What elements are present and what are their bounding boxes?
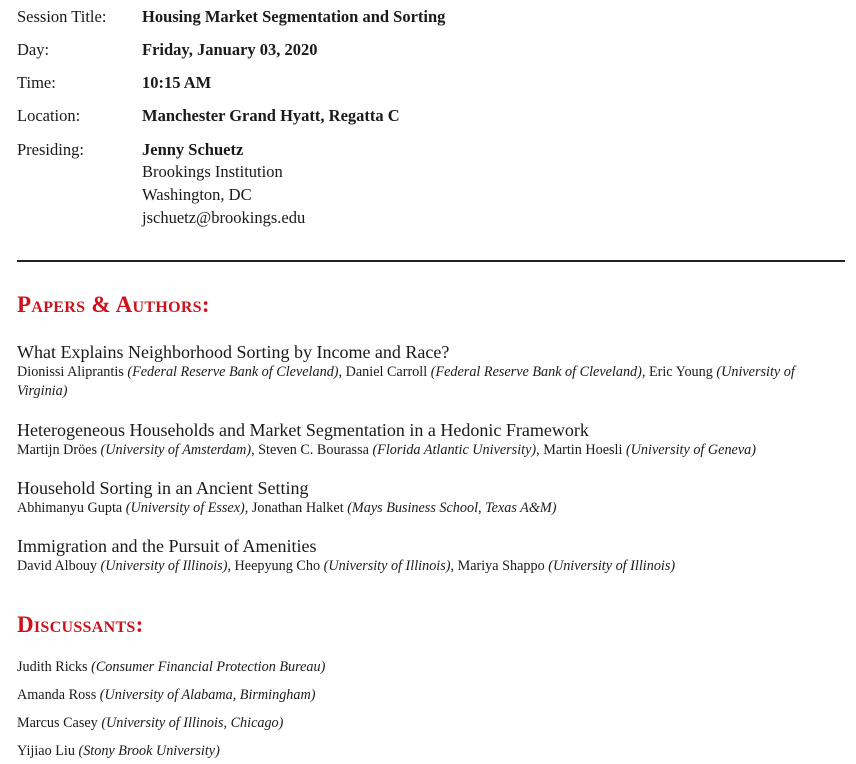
discussant-name: Judith Ricks	[17, 659, 88, 675]
author-name: Steven C. Bourassa	[258, 442, 369, 458]
paper-title: Household Sorting in an Ancient Setting	[17, 478, 309, 498]
paper-title: Immigration and the Pursuit of Amenities	[17, 536, 317, 556]
discussant-name: Yijiao Liu	[17, 743, 75, 759]
presiding-name: Jenny Schuetz	[142, 140, 244, 159]
author-affiliation: (University of Virginia)	[17, 364, 795, 399]
author-name: Dionissi Aliprantis	[17, 364, 124, 380]
author-affiliation: (Florida Atlantic University)	[372, 442, 537, 458]
paper-title: What Explains Neighborhood Sorting by Income and Race?	[17, 342, 450, 362]
session-time-value: 10:15 AM	[142, 73, 212, 92]
discussant-name: Marcus Casey	[17, 715, 98, 731]
discussant-affiliation: (Consumer Financial Protection Bureau)	[91, 659, 326, 675]
author-affiliation: (University of Essex)	[125, 500, 245, 516]
author-name: Daniel Carroll	[345, 364, 428, 380]
author-affiliation: (University of Illinois)	[100, 558, 228, 574]
author-affiliation: (University of Illinois)	[548, 558, 676, 574]
paper-authors: Abhimanyu Gupta (University of Essex), Jonathan Halket (Mays Business School, Texas A&M)	[17, 500, 557, 516]
author-name: Martijn Dröes	[17, 442, 97, 458]
section-divider	[17, 260, 845, 262]
session-day-value: Friday, January 03, 2020	[142, 40, 318, 59]
session-title-label: Session Title:	[17, 7, 107, 26]
paper-title: Heterogeneous Households and Market Segmentation in a Hedonic Framework	[17, 420, 589, 440]
session-day-label: Day:	[17, 40, 50, 59]
presiding-org: Brookings Institution	[142, 162, 283, 181]
presiding-city: Washington, DC	[142, 185, 252, 204]
session-location-value: Manchester Grand Hyatt, Regatta C	[142, 106, 400, 125]
paper-item	[17, 477, 827, 518]
discussant-item	[17, 659, 325, 676]
author-name: Heepyung Cho	[234, 558, 321, 574]
session-time-label: Time:	[17, 73, 56, 92]
paper-item	[17, 535, 827, 576]
author-affiliation: (Mays Business School, Texas A&M)	[347, 500, 557, 516]
author-name: Jonathan Halket	[251, 500, 344, 516]
author-affiliation: (University of Illinois)	[323, 558, 451, 574]
paper-authors: David Albouy (University of Illinois), Heepyung Cho (University of Illinois), Mariya Shappo (University of Illinois)	[17, 558, 676, 574]
discussant-affiliation: (University of Alabama, Birmingham)	[99, 687, 316, 703]
discussants-heading: Discussants:	[17, 612, 144, 637]
author-name: Eric Young	[648, 364, 713, 380]
presiding-email: jschuetz@brookings.edu	[142, 208, 306, 227]
discussant-item	[17, 687, 315, 704]
session-location-label: Location:	[17, 106, 81, 125]
papers-heading: Papers & Authors:	[17, 292, 210, 317]
author-affiliation: (Federal Reserve Bank of Cleveland)	[430, 364, 642, 380]
paper-authors: Dionissi Aliprantis (Federal Reserve Bank of Cleveland), Daniel Carroll (Federal Reserve Bank of Cleveland), Eric Young (University of Virginia)	[17, 364, 795, 399]
session-presiding-label: Presiding:	[17, 140, 84, 159]
discussant-item	[17, 715, 283, 732]
author-affiliation: (Federal Reserve Bank of Cleveland)	[127, 364, 339, 380]
discussant-affiliation: (University of Illinois, Chicago)	[101, 715, 284, 731]
discussant-item	[17, 743, 220, 760]
discussant-name: Amanda Ross	[17, 687, 97, 703]
session-title-value: Housing Market Segmentation and Sorting	[142, 7, 446, 26]
paper-item	[17, 341, 827, 401]
author-name: Abhimanyu Gupta	[17, 500, 123, 516]
author-affiliation: (University of Amsterdam)	[100, 442, 252, 458]
author-name: Martin Hoesli	[543, 442, 623, 458]
author-affiliation: (University of Geneva)	[625, 442, 756, 458]
paper-item	[17, 419, 827, 460]
author-name: David Albouy	[17, 558, 97, 574]
paper-authors: Martijn Dröes (University of Amsterdam), Steven C. Bourassa (Florida Atlantic University), Martin Hoesli (University of Geneva)	[17, 442, 756, 458]
discussant-affiliation: (Stony Brook University)	[78, 743, 220, 759]
author-name: Mariya Shappo	[457, 558, 545, 574]
